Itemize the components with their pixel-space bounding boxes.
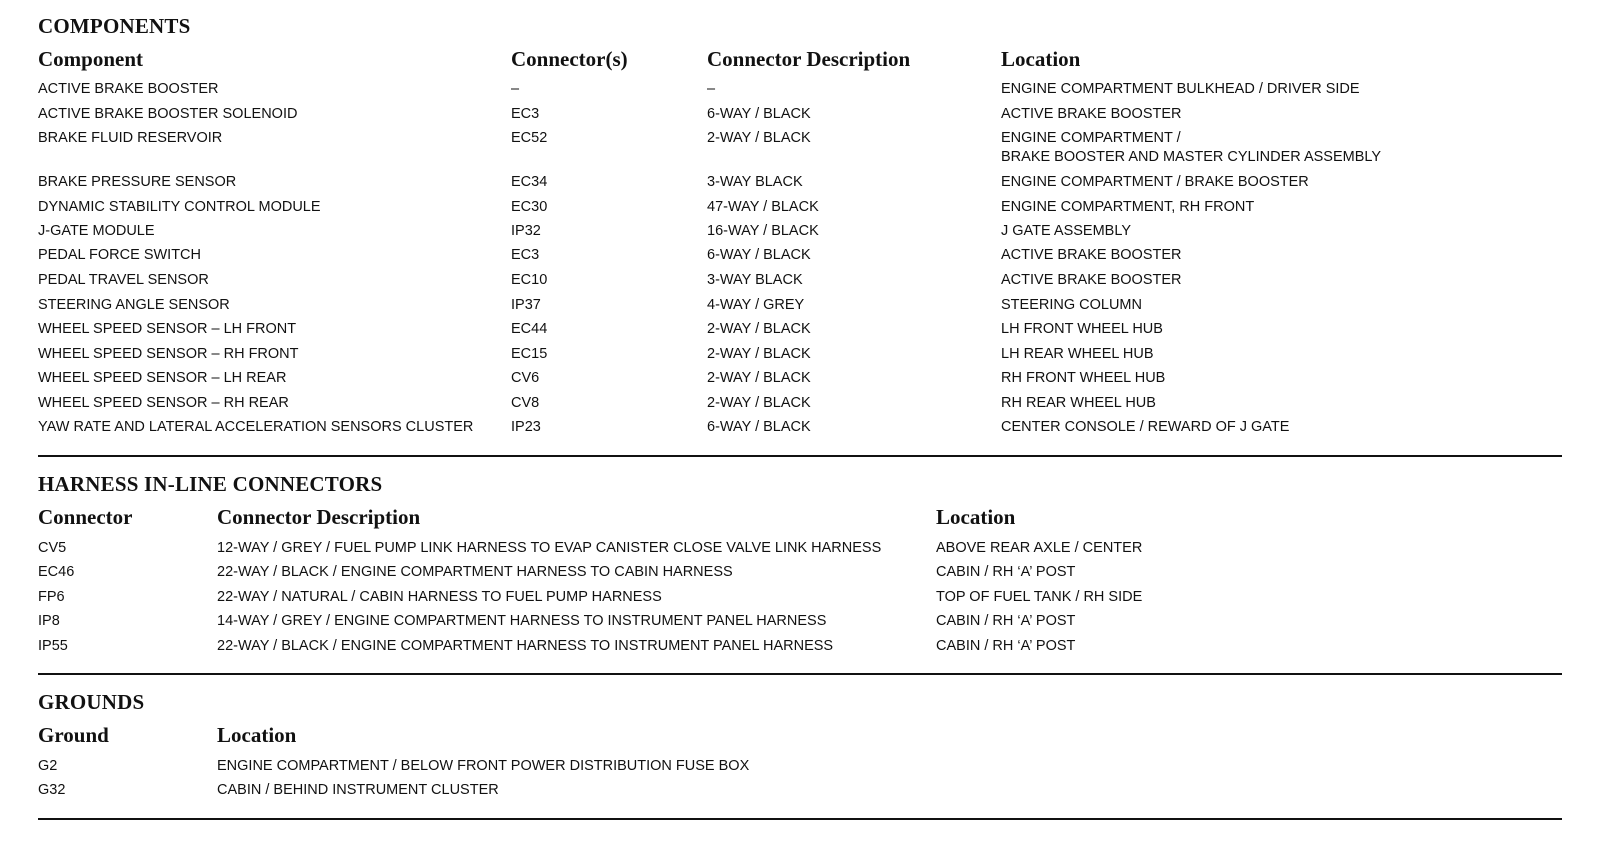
- connector-id: –: [511, 81, 520, 97]
- connector-description: 2-WAY / BLACK: [707, 321, 811, 337]
- component-name: WHEEL SPEED SENSOR – LH FRONT: [38, 321, 297, 337]
- connector-id: EC44: [511, 321, 548, 337]
- connector-description: 2-WAY / BLACK: [707, 130, 811, 146]
- connector-id: EC15: [511, 346, 548, 362]
- connector-description: 3-WAY BLACK: [707, 272, 803, 288]
- component-name: YAW RATE AND LATERAL ACCELERATION SENSORS CLUSTER: [38, 419, 474, 435]
- connector-description: 6-WAY / BLACK: [707, 106, 811, 122]
- connector-id: IP32: [511, 223, 541, 239]
- connector-id: IP23: [511, 419, 541, 435]
- connector-description: 6-WAY / BLACK: [707, 419, 811, 435]
- location: TOP OF FUEL TANK / RH SIDE: [936, 589, 1143, 605]
- connector-id: EC30: [511, 199, 548, 215]
- location: ACTIVE BRAKE BOOSTER: [1001, 106, 1182, 122]
- location: ACTIVE BRAKE BOOSTER: [1001, 272, 1182, 288]
- connector-description: 22-WAY / NATURAL / CABIN HARNESS TO FUEL PUMP HARNESS: [217, 589, 662, 605]
- location: ACTIVE BRAKE BOOSTER: [1001, 247, 1182, 263]
- connector-id: EC34: [511, 174, 548, 190]
- connector-description: 47-WAY / BLACK: [707, 199, 819, 215]
- connector-id: FP6: [38, 589, 65, 605]
- location: RH FRONT WHEEL HUB: [1001, 370, 1166, 386]
- component-name: PEDAL FORCE SWITCH: [38, 247, 202, 263]
- col-header-ground: Ground: [38, 723, 109, 747]
- location: CABIN / RH ‘A’ POST: [936, 638, 1076, 654]
- connector-description: 22-WAY / BLACK / ENGINE COMPARTMENT HARNESS TO CABIN HARNESS: [217, 564, 733, 580]
- component-name: PEDAL TRAVEL SENSOR: [38, 272, 209, 288]
- location: CABIN / RH ‘A’ POST: [936, 564, 1076, 580]
- component-name: DYNAMIC STABILITY CONTROL MODULE: [38, 199, 321, 215]
- connector-description: 2-WAY / BLACK: [707, 395, 811, 411]
- connector-id: CV6: [511, 370, 540, 386]
- grounds-title: GROUNDS: [38, 690, 145, 714]
- component-name: BRAKE FLUID RESERVOIR: [38, 130, 223, 146]
- connector-description: 3-WAY BLACK: [707, 174, 803, 190]
- section-divider: [38, 818, 1562, 820]
- connector-id: IP37: [511, 297, 541, 313]
- connector-description: 2-WAY / BLACK: [707, 370, 811, 386]
- connector-description: 12-WAY / GREY / FUEL PUMP LINK HARNESS TO EVAP CANISTER CLOSE VALVE LINK HARNESS: [217, 540, 882, 556]
- location: CENTER CONSOLE / REWARD OF J GATE: [1001, 419, 1290, 435]
- connector-id: EC52: [511, 130, 548, 146]
- location: LH FRONT WHEEL HUB: [1001, 321, 1163, 337]
- component-name: ACTIVE BRAKE BOOSTER SOLENOID: [38, 106, 298, 122]
- component-name: WHEEL SPEED SENSOR – RH REAR: [38, 395, 289, 411]
- location: ENGINE COMPARTMENT, RH FRONT: [1001, 199, 1255, 215]
- connector-id: IP8: [38, 613, 60, 629]
- component-name: STEERING ANGLE SENSOR: [38, 297, 230, 313]
- location: ENGINE COMPARTMENT BULKHEAD / DRIVER SIDE: [1001, 81, 1360, 97]
- ground-id: G2: [38, 758, 58, 774]
- col-header-connectors: Connector(s): [511, 47, 628, 71]
- connector-id: CV5: [38, 540, 67, 556]
- location: CABIN / BEHIND INSTRUMENT CLUSTER: [217, 782, 499, 798]
- component-name: ACTIVE BRAKE BOOSTER: [38, 81, 219, 97]
- connector-id: EC46: [38, 564, 75, 580]
- connector-description: 22-WAY / BLACK / ENGINE COMPARTMENT HARNESS TO INSTRUMENT PANEL HARNESS: [217, 638, 834, 654]
- connector-description: 6-WAY / BLACK: [707, 247, 811, 263]
- harness-title: HARNESS IN-LINE CONNECTORS: [38, 472, 383, 496]
- connector-id: IP55: [38, 638, 68, 654]
- connector-description: 2-WAY / BLACK: [707, 346, 811, 362]
- section-divider: [38, 673, 1562, 675]
- connector-id: EC10: [511, 272, 548, 288]
- connector-id: EC3: [511, 106, 540, 122]
- section-divider: [38, 455, 1562, 457]
- component-name: WHEEL SPEED SENSOR – RH FRONT: [38, 346, 299, 362]
- component-name: WHEEL SPEED SENSOR – LH REAR: [38, 370, 287, 386]
- col-header-component: Component: [38, 47, 144, 71]
- location: ENGINE COMPARTMENT /: [1001, 130, 1181, 146]
- location: CABIN / RH ‘A’ POST: [936, 613, 1076, 629]
- connector-description: 4-WAY / GREY: [707, 297, 805, 313]
- col-header-connector: Connector: [38, 505, 133, 529]
- location-line-2: BRAKE BOOSTER AND MASTER CYLINDER ASSEMBLY: [1001, 149, 1382, 165]
- ground-id: G32: [38, 782, 66, 798]
- location: ABOVE REAR AXLE / CENTER: [936, 540, 1143, 556]
- col-header-connector-description: Connector Description: [707, 47, 911, 71]
- location: STEERING COLUMN: [1001, 297, 1142, 313]
- components-title: COMPONENTS: [38, 14, 191, 38]
- connector-description: 14-WAY / GREY / ENGINE COMPARTMENT HARNESS TO INSTRUMENT PANEL HARNESS: [217, 613, 827, 629]
- component-name: BRAKE PRESSURE SENSOR: [38, 174, 237, 190]
- location: ENGINE COMPARTMENT / BRAKE BOOSTER: [1001, 174, 1309, 190]
- location: ENGINE COMPARTMENT / BELOW FRONT POWER DISTRIBUTION FUSE BOX: [217, 758, 750, 774]
- component-name: J-GATE MODULE: [38, 223, 155, 239]
- connector-id: EC3: [511, 247, 540, 263]
- col-header-location: Location: [1001, 47, 1081, 71]
- col-header-harness-description: Connector Description: [217, 505, 421, 529]
- col-header-ground-location: Location: [217, 723, 297, 747]
- connector-description: 16-WAY / BLACK: [707, 223, 819, 239]
- connector-id: CV8: [511, 395, 540, 411]
- location: J GATE ASSEMBLY: [1001, 223, 1132, 239]
- connector-description: –: [707, 81, 716, 97]
- location: RH REAR WHEEL HUB: [1001, 395, 1156, 411]
- col-header-harness-location: Location: [936, 505, 1016, 529]
- location: LH REAR WHEEL HUB: [1001, 346, 1154, 362]
